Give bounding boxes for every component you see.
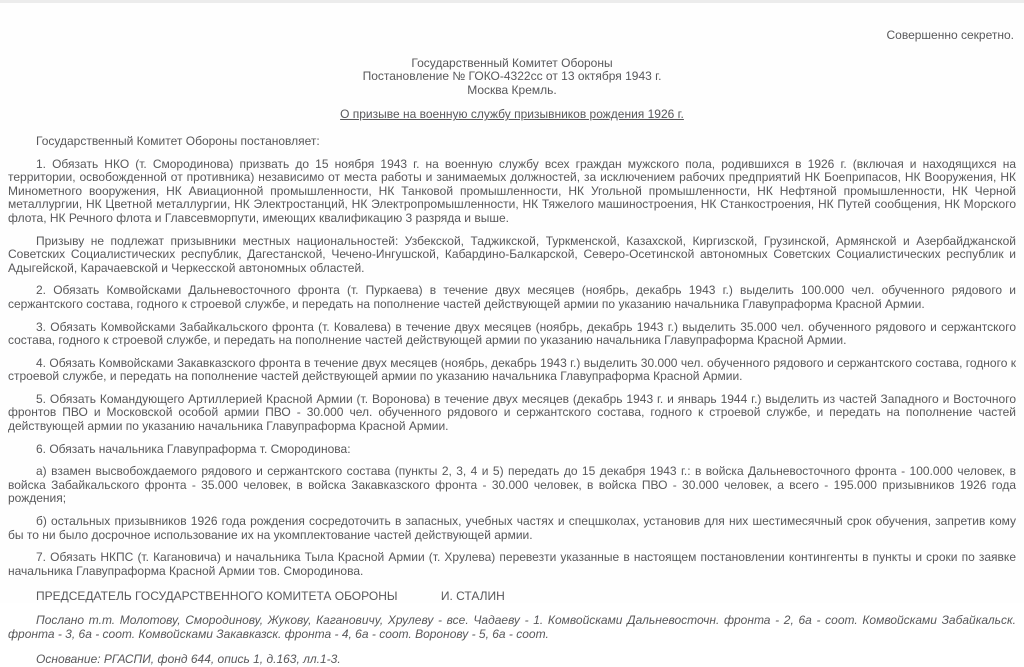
doc-decree-line: Постановление № ГОКО-4322сс от 13 октября 1943 г. <box>362 69 662 84</box>
archive-reference: Основание: РГАСПИ, фонд 644, опись 1, д.163, лл.1-3. <box>36 652 341 667</box>
signature-line <box>8 590 1016 604</box>
document-body <box>8 158 1016 579</box>
paragraph: 7. Обязать НКПС (т. Кагановича) и начальника Тыла Красной Армии (т. Хрулева) перевезти указанные в настоящем постановлении контингенты в пункты и сроки по заявке начальника Главупраформа Красной Армии тов. Смородинова. <box>8 550 1016 578</box>
paragraph: 5. Обязать Командующего Артиллерией Красной Армии (т. Воронова) в течение двух месяцев (декабрь 1943 г. и январь 1944 г.) выделить из частей Западного и Восточного фронтов ПВО и Московской особой армии ПВО - 30.000 чел. обученного рядового и сержантского состава, годного к строевой службе, и передать на пополнение частей действующей армии по указанию начальника Главупраформа Красной Армии. <box>8 391 1016 434</box>
paragraph: 2. Обязать Комвойсками Дальневосточного фронта (т. Пуркаева) в течение двух месяцев (ноябрь, декабрь 1943 г.) выделить 100.000 чел. обученного рядового и сержантского состава, годного к строевой службе, и передать на пополнение частей действующей армии по указанию начальника Главупраформа Красной Армии. <box>8 283 1016 311</box>
paragraph: 3. Обязать Комвойсками Забайкальского фронта (т. Ковалева) в течение двух месяцев (ноябрь, декабрь 1943 г.) выделить 35.000 чел. обученного рядового и сержантского состава, годного к строевой службе, и передать на пополнение частей действующей армии по указанию начальника Главупраформа Красной Армии. <box>8 319 1016 348</box>
paragraph: Призыву не подлежат призывники местных национальностей: Узбекской, Таджикской, Туркменской, Казахской, Киргизской, Грузинской, Армянской и Азербайджанской Советских Социалистических республик, Дагестанской, Чечено-Ингушской, Кабардино-Балкарской, Северо-Осетинской автономных Советских Социалистических республик и Адыгейской, Карачаевской и Черкесской автономных областей. <box>8 233 1016 275</box>
doc-header <box>8 57 1016 98</box>
paragraph: б) остальных призывников 1926 года рождения сосредоточить в запасных, учебных частях и спецшколах, установив для них шестимесячный срок обучения, запретив кому бы то ни было досрочное использование их на укомплектование частей действующей армии. <box>8 514 1016 542</box>
paragraph: 6. Обязать начальника Главупраформа т. Смородинова: <box>36 441 351 456</box>
doc-org-line: Государственный Комитет Обороны <box>411 55 613 70</box>
doc-place-line: Москва Кремль. <box>467 82 557 97</box>
preamble: Государственный Комитет Обороны постановляет: <box>36 133 320 148</box>
paragraph: 4. Обязать Комвойсками Закавказского фронта в течение двух месяцев (ноябрь, декабрь 1943 г.) выделить 30.000 чел. обученного рядового и сержантского состава, годного к строевой службе, и передать на пополнение частей действующей армии по указанию начальника Главупраформа Красной Армии. <box>8 355 1016 384</box>
signature-name: И. СТАЛИН <box>440 589 505 604</box>
distribution-note: Послано т.т. Молотову, Смородинову, Жукову, Кагановичу, Хрулеву - все. Чадаеву - 1. Комвойсками Дальневосточн. фронта - 2, 6а - соот. Комвойсками Забайкальск. фронта - 3, 6а - соот. Комвойсками Закавказск. фронта - 4, 6а - соот. Воронову - 5, 6а - соот. <box>8 613 1016 641</box>
signature-title: ПРЕДСЕДАТЕЛЬ ГОСУДАРСТВЕННОГО КОМИТЕТА ОБОРОНЫ <box>36 589 398 604</box>
paragraph: а) взамен высвобождаемого рядового и сержантского состава (пункты 2, 3, 4 и 5) передать до 15 декабря 1943 г.: в войска Дальневосточного фронта - 100.000 человек, в войска Забайкальского фронта - 35.000 человек, в войска Закавказского фронта - 30.000 человек, в войска ПВО - 30.000 человек, а всего - 195.000 призывников 1926 года рождения; <box>8 464 1016 506</box>
paragraph: 1. Обязать НКО (т. Смородинова) призвать до 15 ноября 1943 г. на военную службу всех граждан мужского пола, родившихся в 1926 г. (включая и находящихся на территории, освобожденной от противника) независимо от места работы и занимаемых должностей, за исключением рабочих предприятий НК Боеприпасов, НК Вооружения, НК Минометного вооружения, НК Авиационной промышленности, НК Танковой промышленности, НК Угольной промышленности, НК Нефтяной промышленности, НК Черной металлургии, НК Цветной металлургии, НК Электростанций, НК Электропромышленности, НК Тяжелого машиностроения, НК Станкостроения, НК Путей сообщения, НК Морского флота, НК Речного флота и Главсевморпути, имеющих квалификацию 3 разряда и выше. <box>8 156 1016 225</box>
classification-stamp: Совершенно секретно. <box>886 28 1014 42</box>
doc-subject: О призыве на военную службу призывников рождения 1926 г. <box>340 107 684 122</box>
